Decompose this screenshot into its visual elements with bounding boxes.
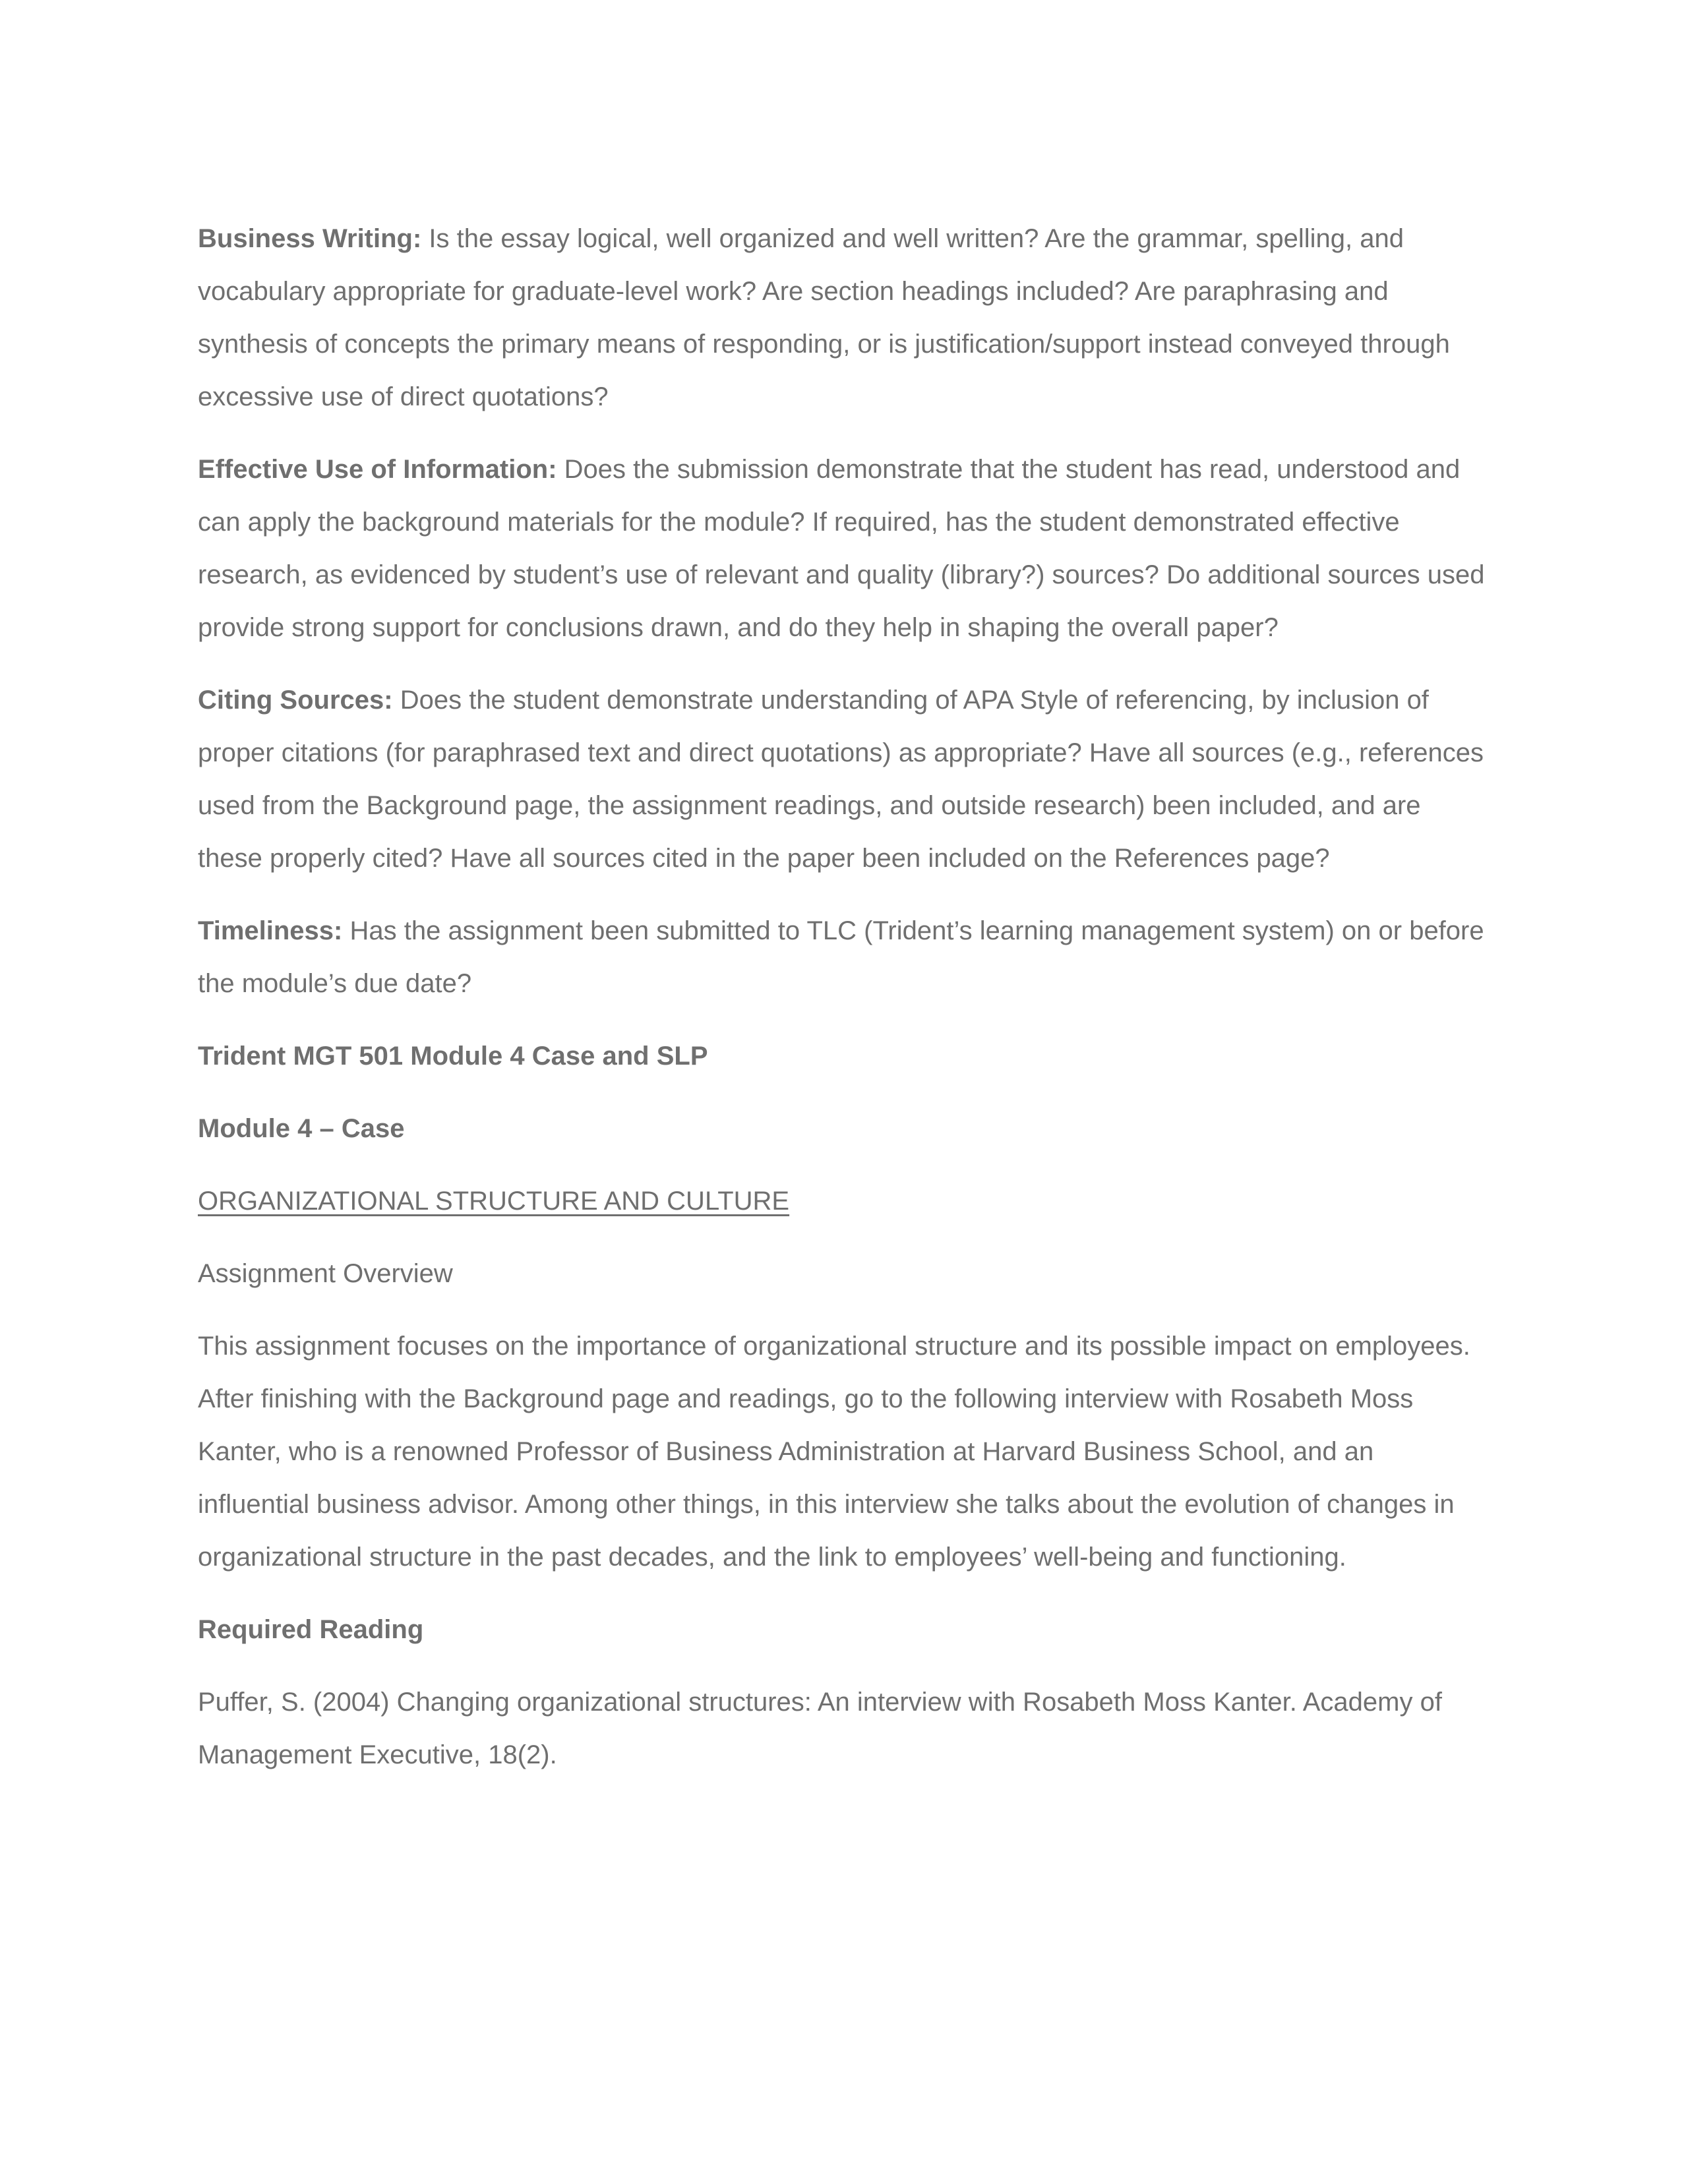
criterion-text: Does the submission demonstrate that the student has read, understood and can apply the background materials for the module? If required, has the student demonstrated effective research, as evidenced by student’s use of relevant and quality (library?) sources? Do additional sources used provide strong support for conclusions drawn, and do they help in shaping the overall paper? <box>198 455 1485 642</box>
document-page <box>198 212 1490 1801</box>
criterion-timeliness <box>198 904 1490 1010</box>
criterion-label: Citing Sources: <box>198 686 393 715</box>
module-heading: Module 4 – Case <box>198 1114 405 1143</box>
reading-heading: Required Reading <box>198 1615 424 1644</box>
topic-heading <box>198 1175 1490 1227</box>
course-title: Trident MGT 501 Module 4 Case and SLP <box>198 1042 708 1071</box>
criterion-effective-use-of-information <box>198 443 1490 654</box>
criterion-label: Effective Use of Information: <box>198 455 557 484</box>
overview-text: This assignment focuses on the importance of organizational structure and its possible impact on employees. After finishing with the Background page and readings, go to the following interview with Rosabeth Moss Kanter, who is a renowned Professor of Business Administration at Harvard Business School, and an influential business advisor. Among other things, in this interview she talks about the evolution of changes in organizational structure in the past decades, and the link to employees’ well-being and functioning. <box>198 1332 1470 1572</box>
topic-heading-text: ORGANIZATIONAL STRUCTURE AND CULTURE <box>198 1187 790 1216</box>
overview-heading: Assignment Overview <box>198 1259 453 1288</box>
reading-citation: Puffer, S. (2004) Changing organizational structures: An interview with Rosabeth Moss Kanter. Academy of Management Executive, 18(2). <box>198 1688 1442 1769</box>
criterion-text: Is the essay logical, well organized and well written? Are the grammar, spelling, and vocabulary appropriate for graduate-level work? Are section headings included? Are paraphrasing and synthesis of concepts the primary means of responding, or is justification/support instead conveyed through excessive use of direct quotations? <box>198 224 1450 411</box>
criterion-citing-sources <box>198 674 1490 885</box>
criterion-text: Has the assignment been submitted to TLC (Trident’s learning management system) on or before the module’s due date? <box>198 916 1484 998</box>
criterion-business-writing <box>198 212 1490 423</box>
criterion-label: Business Writing: <box>198 224 422 253</box>
criterion-label: Timeliness: <box>198 916 343 945</box>
criterion-text: Does the student demonstrate understanding of APA Style of referencing, by inclusion of proper citations (for paraphrased text and direct quotations) as appropriate? Have all sources (e.g., references used from the Background page, the assignment readings, and outside research) been included, and are these properly cited? Have all sources cited in the paper been included on the References page? <box>198 686 1484 873</box>
